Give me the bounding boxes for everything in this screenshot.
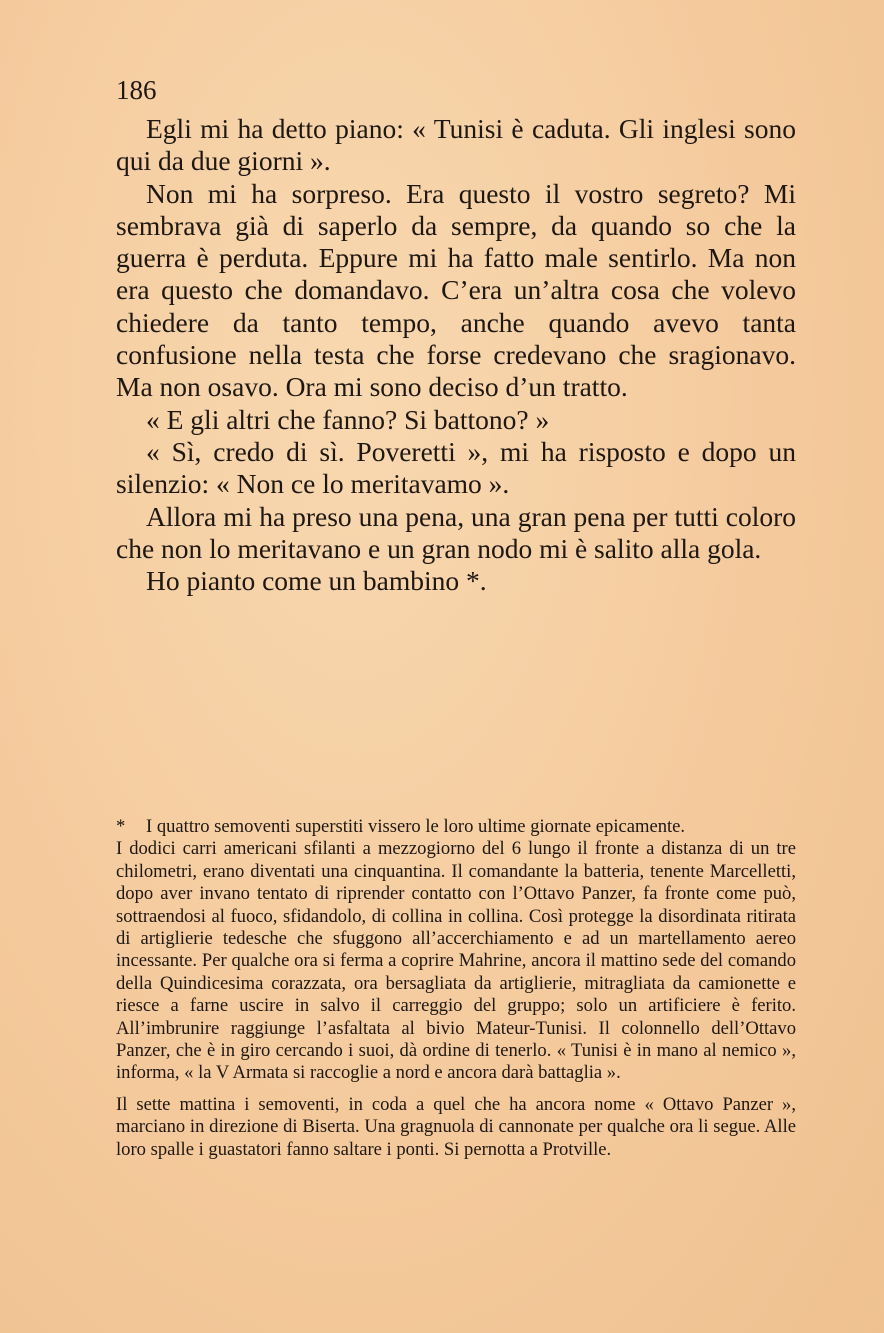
main-paragraph: Ho pianto come un bambino *. [146, 565, 487, 597]
page-number: 186 [116, 75, 157, 105]
main-text [116, 113, 796, 597]
main-paragraph: « Sì, credo di sì. Poveretti », mi ha risposto e dopo un silenzio: « Non ce lo meritavamo ». [116, 435, 796, 500]
main-paragraph: « E gli altri che fanno? Si battono? » [146, 403, 550, 435]
main-paragraph: Allora mi ha preso una pena, una gran pena per tutti coloro che non lo meritavano e un gran nodo mi è salito alla gola. [116, 500, 796, 564]
main-paragraph: Non mi ha sorpreso. Era questo il vostro segreto? Mi sembrava già di saperlo da sempre, da quando so che la guerra è perduta. Eppure mi ha fatto male sentirlo. Ma non era questo che domandavo. C’era un’altra cosa che volevo chiedere da tanto tempo, anche quando avevo tanta confusione nella testa che forse credevano che sragionavo. Ma non osavo. Ora mi sono deciso d’un tratto. [116, 177, 796, 403]
footnote-paragraph: Il sette mattina i semoventi, in coda a quel che ha ancora nome « Ottavo Panzer », marciano in direzione di Biserta. Una gragnuola di cannonate per qualche ora li segue. Alle loro spalle i guastatori fanno saltare i ponti. Si pernotta a Protville. [116, 1093, 796, 1160]
footnote-paragraph [116, 816, 796, 838]
footnote-text: I quattro semoventi superstiti vissero le loro ultime giornate epicamente. [146, 816, 686, 837]
footnote-paragraph: I dodici carri americani sfilanti a mezzogiorno del 6 lungo il fronte a distanza di un tre chilometri, erano diventati una cinquantina. Il comandante la batteria, tenente Marcelletti, dopo aver invano tentato di riprender contatto con l’Ottavo Panzer, fa fronte come può, sottraendosi al fuoco, sfidandolo, di collina in collina. Così protegge la disordinata ritirata di artiglierie tedesche che sfuggono all’accerchiamento e ad un martellamento aereo incessante. Per qualche ora si ferma a coprire Mahrine, ancora il mattino sede del comando della Quindicesima corazzata, ora bersagliata da artiglierie, mitragliata da camionette e riesce a farne uscire in salvo il carreggio del gruppo; solo un artificiere è ferito. All’imbrunire raggiunge l’asfaltata al bivio Mateur-Tunisi. Il colonnello dell’Ottavo Panzer, che è in giro cercando i suoi, dà ordine di tenerlo. « Tunisi è in mano al nemico », informa, « la V Armata si raccoglie a nord e ancora darà battaglia ». [116, 838, 796, 1084]
main-paragraph: Egli mi ha detto piano: « Tunisi è caduta. Gli inglesi sono qui da due giorni ». [116, 113, 796, 177]
footnote-marker: * [116, 816, 126, 837]
footnote [116, 816, 796, 1161]
